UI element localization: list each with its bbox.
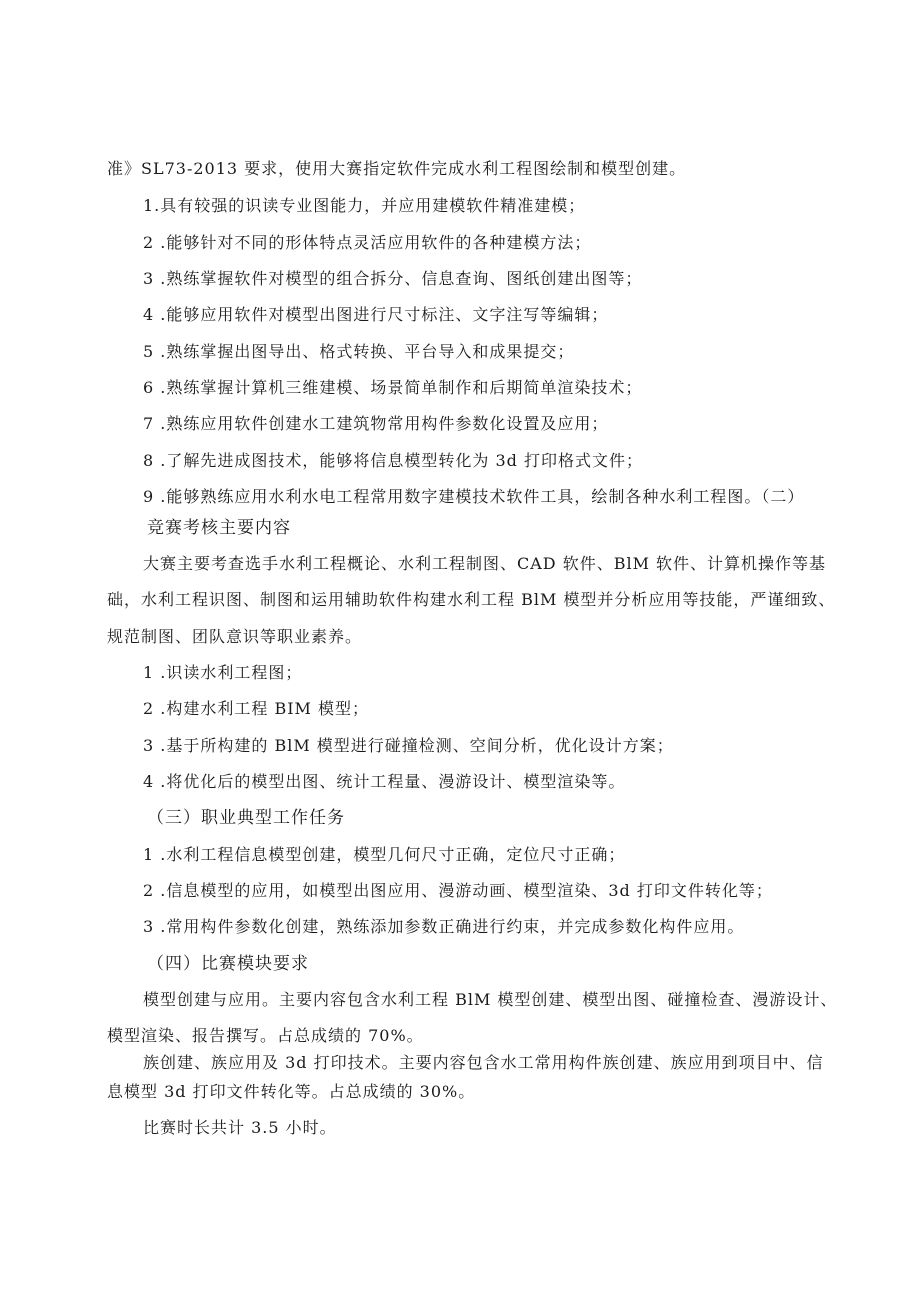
skill-item: 9 .能够熟练应用水利水电工程常用数字建模技术软件工具，绘制各种水利工程图。（二） (143, 487, 805, 506)
module-line: 息模型 3d 打印文件转化等。占总成绩的 30%。 (107, 1082, 476, 1101)
skill-item: 7 .熟练应用软件创建水工建筑物常用构件参数化设置及应用； (143, 414, 609, 433)
task-item: 1 .水利工程信息模型创建，模型几何尺寸正确，定位尺寸正确； (143, 845, 626, 864)
skill-item: 5 .熟练掌握出图导出、格式转换、平台导入和成果提交； (143, 342, 575, 361)
skill-item: 4 .能够应用软件对模型出图进行尺寸标注、文字注写等编辑； (143, 305, 609, 324)
skill-item: 6 .熟练掌握计算机三维建模、场景简单制作和后期简单渲染技术； (143, 378, 643, 397)
content-item: 1 .识读水利工程图； (143, 663, 303, 682)
module-line: 模型创建与应用。主要内容包含水利工程 BlM 模型创建、模型出图、碰撞检查、漫游设计、 (143, 990, 838, 1009)
skill-item: 2 .能够针对不同的形体特点灵活应用软件的各种建模方法； (143, 233, 592, 252)
intro-line: 准》SL73-2013 要求，使用大赛指定软件完成水利工程图绘制和模型创建。 (107, 159, 687, 178)
skill-item: 1.具有较强的识读专业图能力，并应用建模软件精准建模； (143, 196, 586, 215)
task-item: 3 .常用构件参数化创建，熟练添加参数正确进行约束，并完成参数化构件应用。 (143, 917, 745, 936)
section-heading-typical-tasks: （三）职业典型工作任务 (147, 808, 345, 828)
paragraph-line: 大赛主要考查选手水利工程概论、水利工程制图、CAD 软件、BlM 软件、计算机操作等基 (143, 554, 827, 573)
duration-line: 比赛时长共计 3.5 小时。 (143, 1118, 337, 1137)
task-item: 2 .信息模型的应用，如模型出图应用、漫游动画、模型渲染、3d 打印文件转化等； (143, 881, 773, 900)
module-line: 族创建、族应用及 3d 打印技术。主要内容包含水工常用构件族创建、族应用到项目中、信 (143, 1053, 824, 1072)
content-item: 4 .将优化后的模型出图、统计工程量、漫游设计、模型渲染等。 (143, 772, 626, 791)
content-item: 3 .基于所构建的 BlM 模型进行碰撞检测、空间分析，优化设计方案； (143, 736, 674, 755)
skill-item: 3 .熟练掌握软件对模型的组合拆分、信息查询、图纸创建出图等； (143, 269, 643, 288)
paragraph-line: 础，水利工程识图、制图和运用辅助软件构建水利工程 BlM 模型并分析应用等技能，严谨细致、 (107, 590, 836, 609)
section-heading-competition-content: 竞赛考核主要内容 (147, 518, 291, 538)
content-item: 2 .构建水利工程 BIM 模型； (143, 699, 369, 718)
module-line: 模型渲染、报告撰写。占总成绩的 70%。 (107, 1026, 424, 1045)
paragraph-line: 规范制图、团队意识等职业素养。 (107, 627, 363, 646)
skill-item: 8 .了解先进成图技术，能够将信息模型转化为 3d 打印格式文件； (143, 451, 643, 470)
section-heading-module-requirements: （四）比赛模块要求 (147, 954, 309, 974)
